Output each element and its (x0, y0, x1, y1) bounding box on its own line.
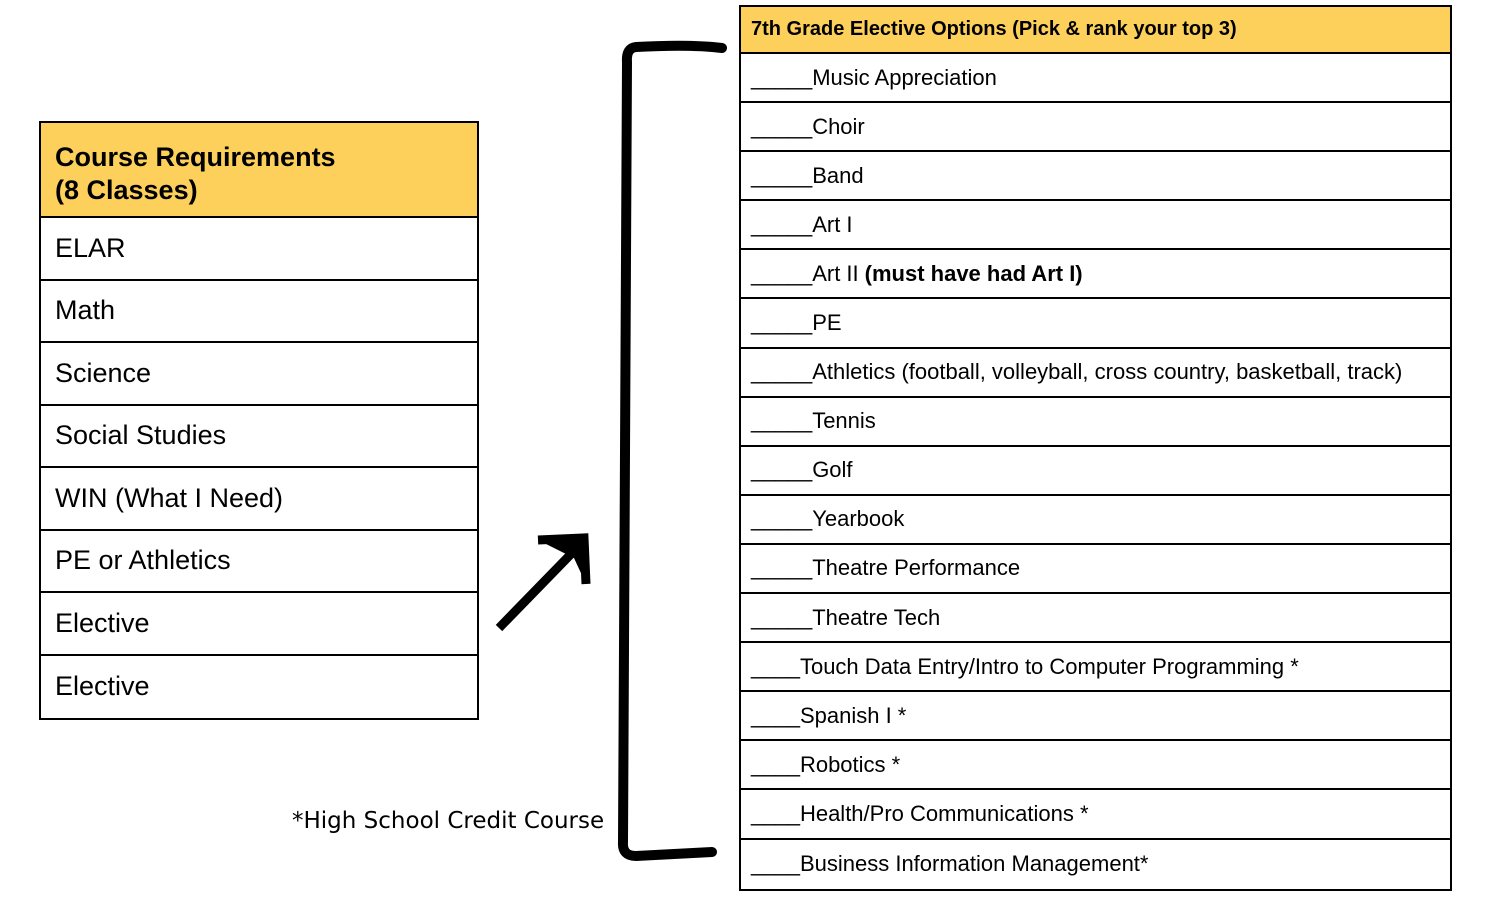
rank-blank: _____ (751, 604, 813, 630)
rank-blank: ____ (751, 653, 800, 679)
elective-option-label: PE (812, 310, 842, 336)
rank-blank: _____ (751, 260, 813, 286)
elective-option-label: Tennis (812, 408, 876, 434)
requirement-row: Elective (55, 671, 150, 702)
footnote: *High School Credit Course (292, 808, 605, 834)
requirement-row: Social Studies (41, 406, 477, 469)
elective-option-label: Robotics * (799, 751, 901, 777)
elective-option-label: Spanish I * (799, 702, 907, 728)
elective-option-label: Band (812, 162, 864, 188)
requirement-row: Math (41, 281, 477, 344)
requirement-row: WIN (What I Need) (41, 468, 477, 531)
rank-blank: _____ (751, 555, 813, 581)
elective-option-label: Choir (812, 113, 865, 139)
elective-option-label: Art I (812, 211, 853, 237)
rank-blank: _____ (751, 113, 813, 139)
elective-option-label: Art II (812, 260, 859, 286)
requirement-row: ELAR (41, 218, 477, 281)
course-requirements-title: Course Requirements (55, 142, 336, 172)
elective-option-label: Yearbook (812, 506, 905, 532)
requirement-row: Science (41, 343, 477, 406)
requirement-row: PE or Athletics (41, 531, 477, 594)
elective-option-note: (must have had Art I) (864, 260, 1083, 286)
elective-option-label: Theatre Performance (812, 555, 1021, 581)
rank-blank: _____ (751, 162, 813, 188)
bracket-icon (623, 46, 722, 856)
elective-option-label: Business Information Management* (799, 851, 1149, 877)
elective-option-label: Touch Data Entry/Intro to Computer Programming * (799, 653, 1299, 679)
course-requirements-count: (8 Classes) (55, 175, 198, 205)
elective-option-label: Theatre Tech (812, 604, 941, 630)
elective-options-header: 7th Grade Elective Options (Pick & rank your top 3) (741, 7, 1450, 54)
rank-blank: _____ (751, 359, 813, 385)
requirement-row: Elective (41, 593, 477, 656)
elective-option-label: Golf (812, 457, 853, 483)
rank-blank: ____ (751, 751, 800, 777)
elective-option-label: Athletics (football, volleyball, cross country, basketball, track) (812, 359, 1403, 385)
rank-blank: _____ (751, 408, 813, 434)
rank-blank: ____ (751, 800, 800, 826)
rank-blank: _____ (751, 211, 813, 237)
rank-blank: _____ (751, 506, 813, 532)
rank-blank: _____ (751, 457, 813, 483)
rank-blank: ____ (751, 702, 800, 728)
elective-option-label: Music Appreciation (812, 64, 997, 90)
elective-option-label: Health/Pro Communications * (799, 800, 1089, 826)
rank-blank: _____ (751, 310, 813, 336)
arrow-up-right-icon (499, 538, 586, 628)
rank-blank: _____ (751, 64, 813, 90)
rank-blank: ____ (751, 851, 800, 877)
